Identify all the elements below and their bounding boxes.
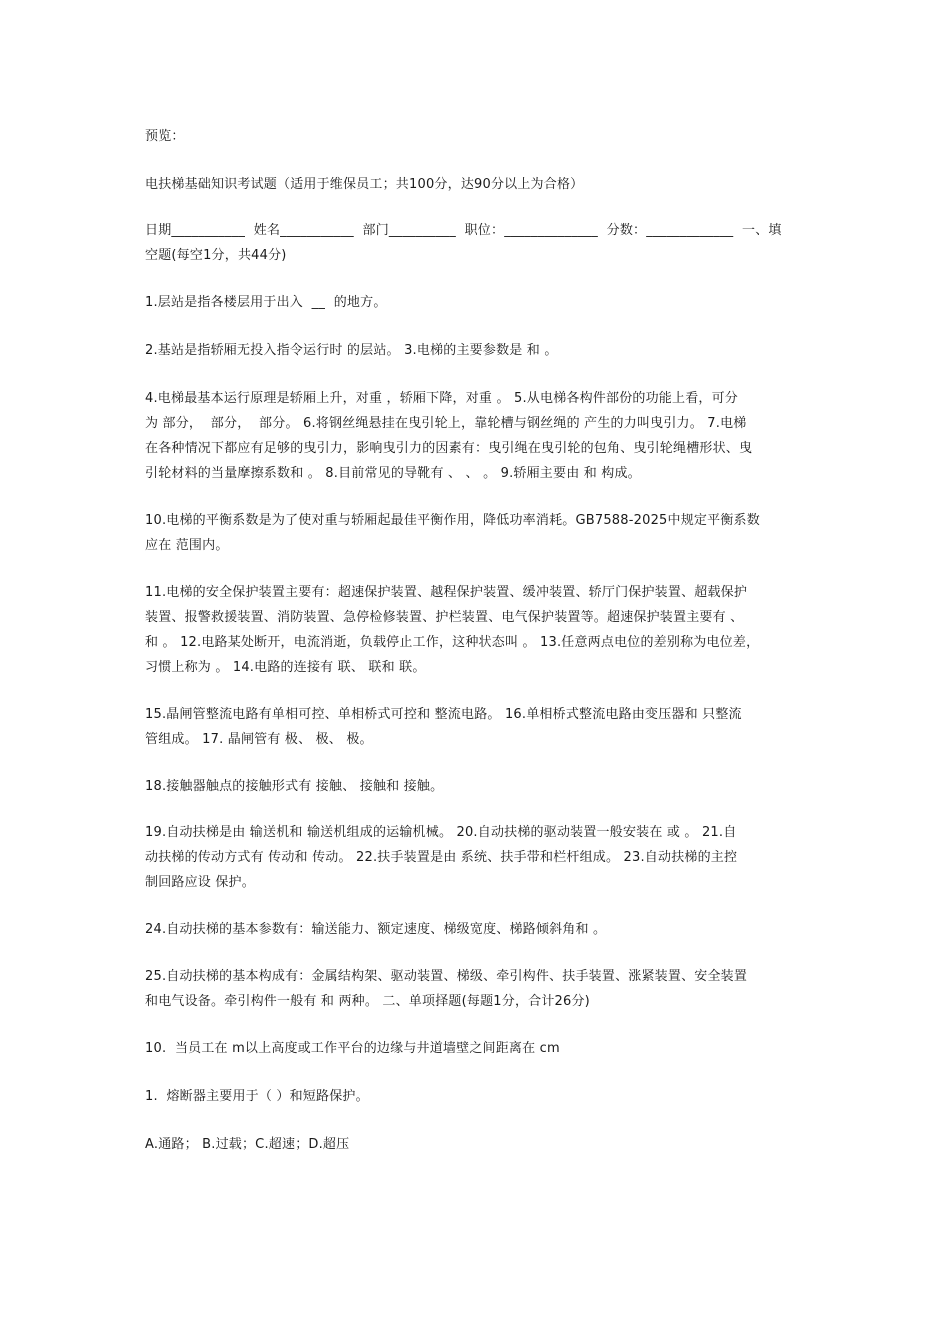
question-line: 25.自动扶梯的基本构成有：金属结构架、驱动装置、梯级、牵引构件、扶手装置、涨紧装置、安全装置 [145,969,748,984]
question-line: 制回路应设 保护。 [145,875,255,890]
section-one-heading: 空题(每空1分，共44分) [145,248,287,263]
question-line: 动扶梯的传动方式有 传动和 传动。 22.扶手装置是由 系统、扶手带和栏杆组成。 23.自动扶梯的主控 [145,850,738,865]
question-line: 10. 当员工在 m以上高度或工作平台的边缘与井道墙壁之间距离在 cm [145,1041,560,1056]
question-line: 18.接触器触点的接触形式有 接触、 接触和 接触。 [145,779,444,794]
question-line: 15.晶闸管整流电路有单相可控、单相桥式可控和 整流电路。 16.单相桥式整流电路由变压器和 只整流 [145,707,742,722]
question-line: 11.电梯的安全保护装置主要有：超速保护装置、越程保护装置、缓冲装置、轿厅门保护装置、超载保护 [145,585,748,600]
header-fields-line: 日期___________ 姓名___________ 部门__________ 职位：______________ 分数：_____________ 一、填 [145,223,782,238]
question-line: 应在 范围内。 [145,538,229,553]
exam-title: 电扶梯基础知识考试题（适用于维保员工；共100分，达90分以上为合格） [145,177,584,192]
question-line: 为 部分， 部分， 部分。 6.将钢丝绳悬挂在曳引轮上，靠轮槽与钢丝绳的 产生的力叫曳引力。 7.电梯 [145,416,747,431]
question-line: 2.基站是指轿厢无投入指令运行时 的层站。 3.电梯的主要参数是 和 。 [145,343,558,358]
question-line: 24.自动扶梯的基本参数有：输送能力、额定速度、梯级宽度、梯路倾斜角和 。 [145,922,607,937]
question-line: 在各种情况下都应有足够的曳引力，影响曳引力的因素有：曳引绳在曳引轮的包角、曳引轮绳槽形状、曳 [145,441,753,456]
answer-options: A.通路； B.过载；C.超速；D.超压 [145,1137,350,1152]
question-line: 和 。 12.电路某处断开，电流消逝，负载停止工作，这种状态叫 。 13.任意两点电位的差别称为电位差， [145,635,760,650]
preview-label: 预览： [145,129,185,144]
question-line: 引轮材料的当量摩擦系数和 。 8.目前常见的导靴有 、 、 。 9.轿厢主要由 和 构成。 [145,466,641,481]
question-line: 1. 熔断器主要用于（ ）和短路保护。 [145,1089,369,1104]
question-line: 管组成。 17. 晶闸管有 极、 极、 极。 [145,732,373,747]
question-line: 习惯上称为 。 14.电路的连接有 联、 联和 联。 [145,660,426,675]
question-line: 1.层站是指各楼层用于出入 __ 的地方。 [145,295,387,310]
question-line: 10.电梯的平衡系数是为了使对重与轿厢起最佳平衡作用，降低功率消耗。GB7588-2025中规定平衡系数 [145,513,760,528]
section-two-heading: 和电气设备。牵引构件一般有 和 两种。 二、单项择题(每题1分，合计26分) [145,994,590,1009]
question-line: 19.自动扶梯是由 输送机和 输送机组成的运输机械。 20.自动扶梯的驱动装置一般安装在 或 。 21.自 [145,825,737,840]
question-line: 装置、报警救援装置、消防装置、急停检修装置、护栏装置、电气保护装置等。超速保护装置主要有 、 [145,610,744,625]
question-line: 4.电梯最基本运行原理是轿厢上升，对重 ，轿厢下降，对重 。 5.从电梯各构件部份的功能上看，可分 [145,391,739,406]
